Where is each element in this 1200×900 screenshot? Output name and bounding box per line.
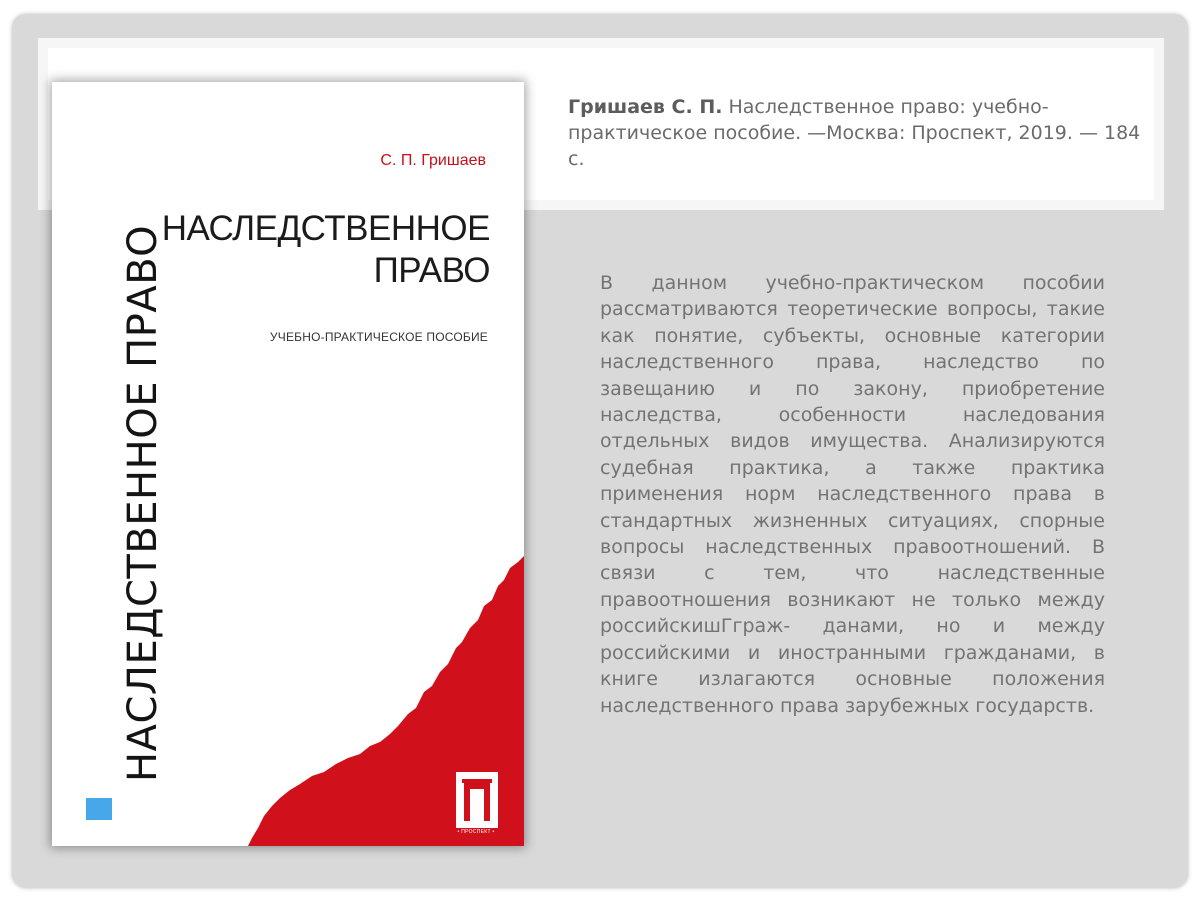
publisher-label: • ПРОСПЕКТ • xyxy=(457,829,495,835)
book-citation xyxy=(568,94,1148,172)
cover-blue-square xyxy=(86,798,112,820)
book-description: В данном учебно-практическом пособии рассматриваются теоретические вопросы, такие как понятие, субъекты, основные категории наследственного права, наследство по завещанию и по закону, приобретение наследства, особенности наследования отдельных видов имущества. Анализируются судебная практика, а также практика применения норм наследственного права в стандартных жизненных ситуациях, спорные вопросы наследственных правоотношений. В связи с тем, что наследственные правоотношения возникают не только между российскишГграж- данами, но и между российскими и иностранными гражданами, в книге излагаются основные положения наследственного права зарубежных государств. xyxy=(600,272,1105,717)
cover-spine-title: НАСЛЕДСТВЕННОЕ ПРАВО xyxy=(120,224,166,782)
citation-details: Наследственное право: учебно-практическое пособие. —Москва: Проспект, 2019. — 184 с. xyxy=(568,96,1141,170)
citation-author: Гришаев С. П. xyxy=(568,96,723,118)
cover-title-line-1: НАСЛЕДСТВЕННОЕ xyxy=(161,209,490,248)
cover-title-line-2: ПРАВО xyxy=(373,251,490,290)
cover-author: С. П. Гришаев xyxy=(380,152,486,169)
cover-title xyxy=(162,208,490,292)
publisher-logo xyxy=(456,772,498,828)
book-cover-image xyxy=(52,82,524,846)
cover-subtitle: УЧЕБНО-ПРАКТИЧЕСКОЕ ПОСОБИЕ xyxy=(269,330,488,344)
publisher-logo-icon xyxy=(457,773,497,827)
